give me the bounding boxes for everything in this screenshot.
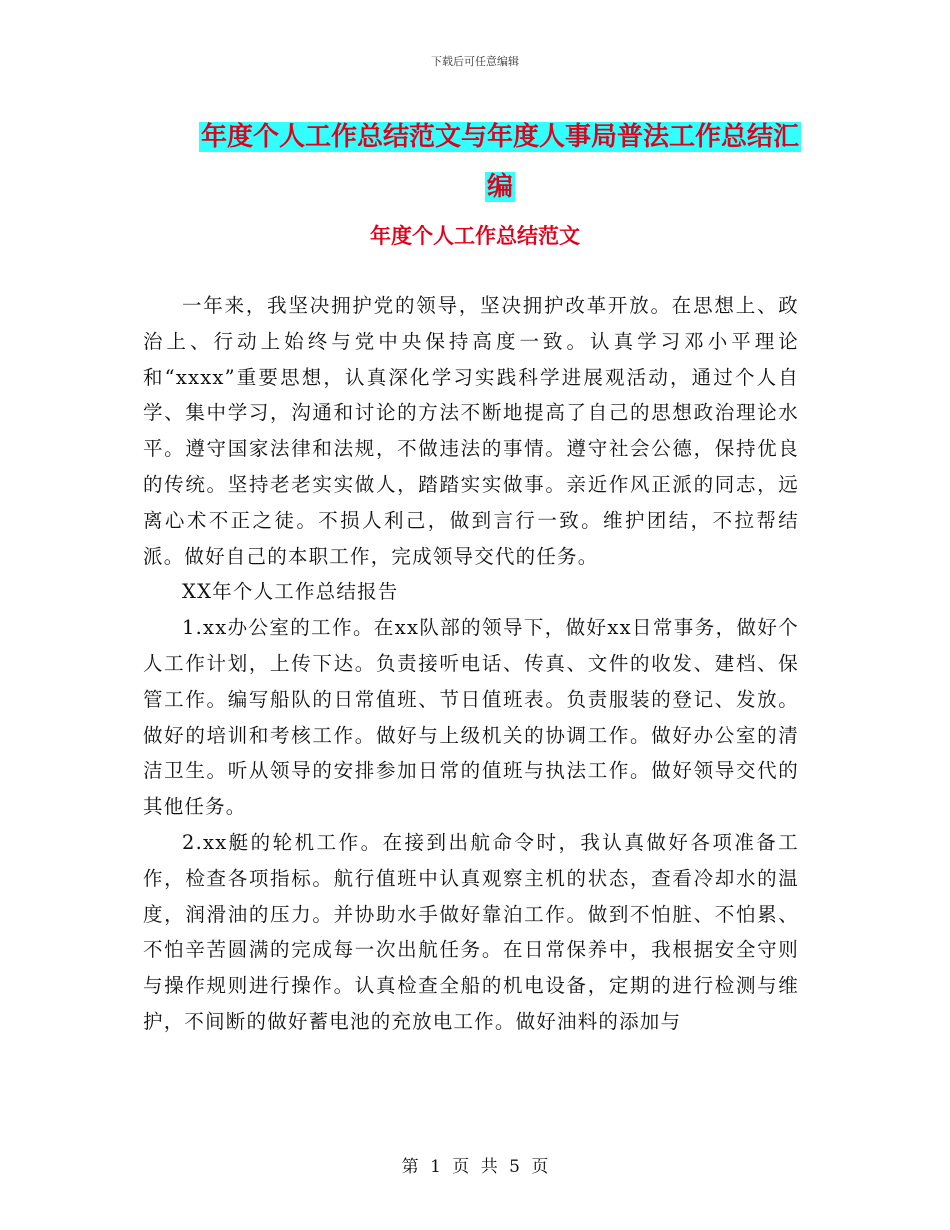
document-body [143,288,799,1040]
document-title-line-1: 年度个人工作总结范文与年度人事局普法工作总结汇 [200,122,799,152]
body-paragraph: XX年个人工作总结报告 [182,580,399,604]
section-title: 年度个人工作总结范文 [370,224,580,248]
document-title-line-2: 编 [486,172,513,202]
page-header-note: 下载后可任意编辑 [431,55,519,68]
body-paragraph: 2.xx艇的轮机工作。在接到出航命令时，我认真做好各项准备工作，检查各项指标。航行值班中认真观察主机的状态，查看冷却水的温度，润滑油的压力。并协助水手做好靠泊工作。做到不怕脏、不怕累、不怕辛苦圆满的完成每一次出航任务。在日常保养中，我根据安全守则与操作规则进行操作。认真检查全船的机电设备，定期的进行检测与维护，不间断的做好蓄电池的充放电工作。做好油料的添加与 [143,830,799,1033]
body-paragraph: 1.xx办公室的工作。在xx队部的领导下，做好xx日常事务，做好个人工作计划，上传下达。负责接听电话、传真、文件的收发、建档、保管工作。编写船队的日常值班、节日值班表。负责服装的登记、发放。做好的培训和考核工作。做好与上级机关的协调工作。做好办公室的清洁卫生。听从领导的安排参加日常的值班与执法工作。做好领导交代的其他任务。 [143,616,799,819]
page-number-footer: 第 1 页 共 5 页 [401,1157,549,1177]
body-paragraph: 一年来，我坚决拥护党的领导，坚决拥护改革开放。在思想上、政治上、行动上始终与党中央保持高度一致。认真学习邓小平理论和“xxxx”重要思想，认真深化学习实践科学进展观活动，通过个人自学、集中学习，沟通和讨论的方法不断地提高了自己的思想政治理论水平。遵守国家法律和法规，不做违法的事情。遵守社会公德，保持优良的传统。坚持老老实实做人，踏踏实实做事。亲近作风正派的同志，远离心术不正之徒。不损人利己，做到言行一致。维护团结，不拉帮结派。做好自己的本职工作，完成领导交代的任务。 [143,294,799,568]
document-title [190,112,810,212]
